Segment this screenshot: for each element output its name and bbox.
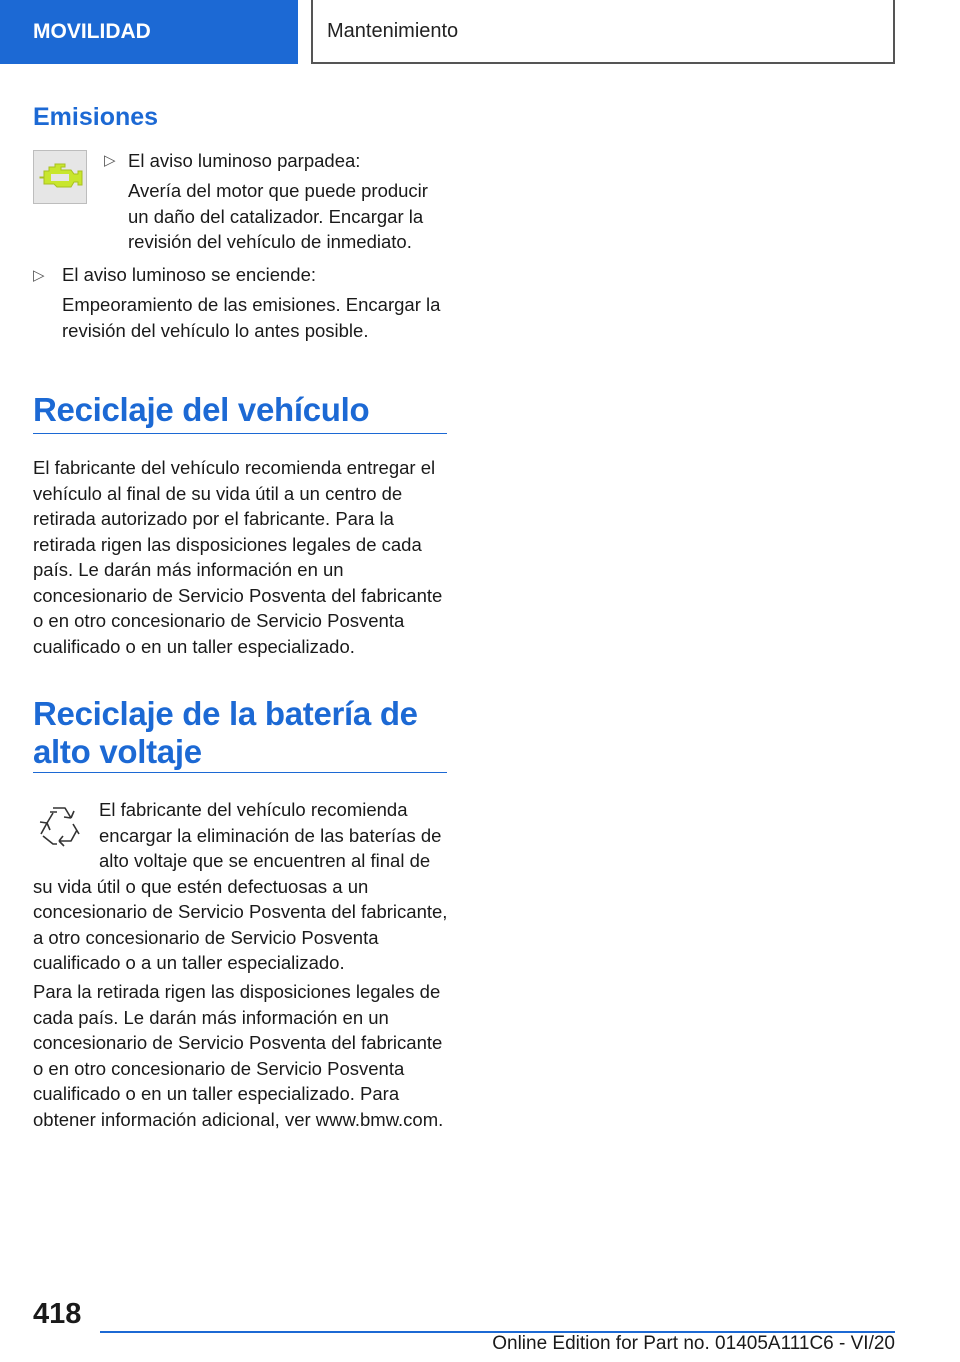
emission-item-body: Empeoramiento de las emisiones. Encargar la revisión del vehículo lo antes posible. [62, 294, 441, 341]
emission-item-title: El aviso luminoso parpadea: [128, 150, 361, 171]
battery-recycling-heading: Reciclaje de la batería de alto voltaje [33, 695, 418, 770]
subsection-label: Mantenimiento [327, 19, 459, 42]
icon-spacer [33, 797, 99, 873]
emission-item-body: Avería del motor que puede producir un daño del catalizador. Encargar la revisión del vehículo de inmediato. [128, 180, 428, 252]
vehicle-recycling-heading: Reciclaje del vehículo [33, 391, 370, 428]
engine-warning-icon [33, 150, 87, 204]
battery-recycling-paragraph-1 [33, 797, 449, 976]
emissions-heading: Emisiones [33, 103, 159, 131]
page-number: 418 [33, 1298, 82, 1330]
heading-rule [33, 772, 447, 773]
footer-edition: Online Edition for Part no. 01405A111C6 - VI/20 [492, 1333, 895, 1354]
heading-rule [33, 433, 447, 434]
section-label: MOVILIDAD [33, 20, 151, 43]
bullet-icon: ▷ [33, 267, 45, 284]
subsection-header [311, 0, 895, 64]
emission-item-title: El aviso luminoso se enciende: [62, 264, 317, 285]
section-tab [0, 0, 298, 64]
bullet-icon: ▷ [104, 152, 116, 169]
vehicle-recycling-paragraph: El fabricante del vehículo recomienda entregar el vehículo al final de su vida útil a un centro de retirada autorizado por el fabricante. Para la retirada rigen las disposiciones legales de cada país. Le darán más información en un concesionario de Servicio Posventa del fabricante o en otro concesionario de Servicio Posventa cualificado o en un taller especializado. [33, 457, 443, 657]
battery-recycling-paragraph-2: Para la retirada rigen las disposiciones legales de cada país. Le darán más información en un concesionario de Servicio Posventa del fabricante o en otro concesionario de Servicio Posventa cualificado o en un taller especializado. Para obtener información adicional, ver www.bmw.com. [33, 981, 444, 1130]
battery-recycling-text: El fabricante del vehículo recomienda encargar la eliminación de las baterías de alto voltaje que se encuentren al final de su vida útil o que estén defectuosas a un concesionario de Servicio Posventa del fabricante, a otro concesionario de Servicio Posventa cualificado o a un taller especializado. [33, 799, 448, 973]
